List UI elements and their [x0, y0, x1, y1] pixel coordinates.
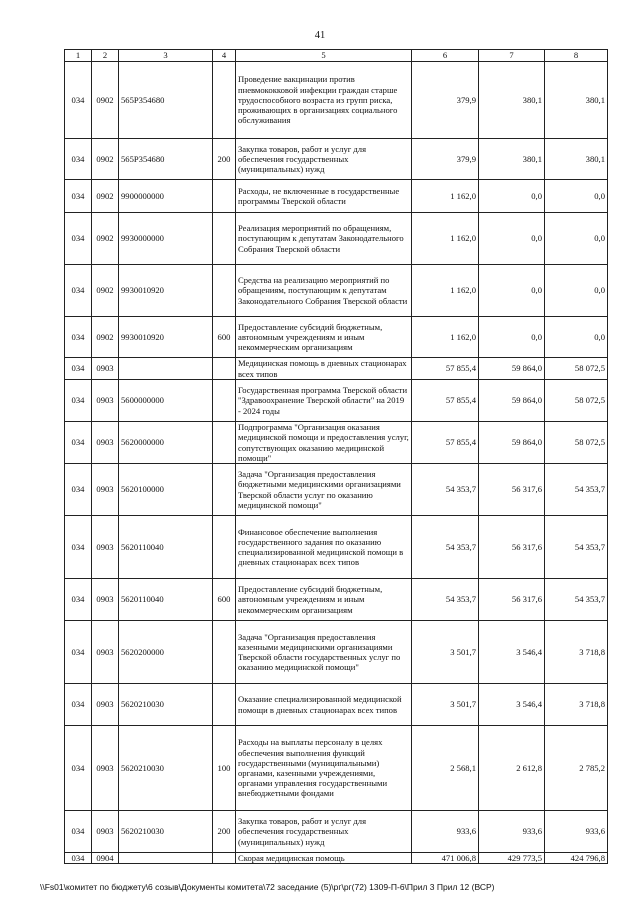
table-cell-c4	[213, 684, 236, 726]
table-cell-c5: Реализация мероприятий по обращениям, поступающим к депутатам Законодательного Собрания Тверской области	[236, 213, 412, 265]
table-cell-c7: 59 864,0	[479, 422, 545, 464]
table-cell-c1: 034	[65, 380, 92, 422]
table-cell-c1: 034	[65, 684, 92, 726]
header-row	[65, 50, 608, 62]
table-row	[65, 621, 608, 684]
table-cell-c6: 379,9	[412, 139, 479, 180]
table-cell-c4: 600	[213, 579, 236, 621]
table-cell-c3: 5620210030	[119, 726, 213, 811]
table-cell-c5: Предоставление субсидий бюджетным, автономным учреждениям и иным некоммерческим организациям	[236, 317, 412, 358]
table-cell-c1: 034	[65, 213, 92, 265]
table-cell-c6: 54 353,7	[412, 516, 479, 579]
table-row	[65, 811, 608, 853]
table-cell-c4	[213, 464, 236, 516]
table-cell-c5: Закупка товаров, работ и услуг для обеспечения государственных (муниципальных) нужд	[236, 139, 412, 180]
table-cell-c7: 380,1	[479, 62, 545, 139]
table-cell-c6: 1 162,0	[412, 180, 479, 213]
table-cell-c8: 54 353,7	[545, 579, 608, 621]
table-cell-c5: Расходы, не включенные в государственные программы Тверской области	[236, 180, 412, 213]
table-cell-c7: 0,0	[479, 317, 545, 358]
table-cell-c2: 0903	[92, 358, 119, 380]
table-cell-c8: 3 718,8	[545, 621, 608, 684]
table-cell-c6: 57 855,4	[412, 358, 479, 380]
table-cell-c2: 0903	[92, 464, 119, 516]
table-cell-c8: 54 353,7	[545, 516, 608, 579]
table-cell-c5: Проведение вакцинации против пневмококковой инфекции граждан старше трудоспособного возраста из групп риска, проживающих в организациях социального обслуживания	[236, 62, 412, 139]
table-cell-c4	[213, 265, 236, 317]
table-cell-c2: 0903	[92, 422, 119, 464]
table-cell-c6: 933,6	[412, 811, 479, 853]
table-cell-c5: Предоставление субсидий бюджетным, автономным учреждениям и иным некоммерческим организациям	[236, 579, 412, 621]
table-row	[65, 422, 608, 464]
table-cell-c2: 0904	[92, 853, 119, 864]
table-cell-c3: 5620110040	[119, 516, 213, 579]
table-cell-c7: 59 864,0	[479, 358, 545, 380]
table-cell-c6: 1 162,0	[412, 213, 479, 265]
table-cell-c7: 3 546,4	[479, 684, 545, 726]
table-cell-c1: 034	[65, 139, 92, 180]
column-header: 7	[479, 50, 545, 62]
table-cell-c4: 600	[213, 317, 236, 358]
table-row	[65, 380, 608, 422]
table-cell-c3: 5600000000	[119, 380, 213, 422]
table-cell-c6: 1 162,0	[412, 265, 479, 317]
table-cell-c2: 0903	[92, 811, 119, 853]
table-cell-c6: 1 162,0	[412, 317, 479, 358]
table-cell-c4	[213, 516, 236, 579]
table-row	[65, 180, 608, 213]
table-cell-c8: 424 796,8	[545, 853, 608, 864]
table-row	[65, 358, 608, 380]
table-cell-c8: 0,0	[545, 317, 608, 358]
table-cell-c2: 0903	[92, 684, 119, 726]
table-row	[65, 213, 608, 265]
table-cell-c8: 0,0	[545, 213, 608, 265]
table-body	[65, 62, 608, 864]
table-cell-c4	[213, 853, 236, 864]
table-cell-c1: 034	[65, 317, 92, 358]
table-cell-c1: 034	[65, 853, 92, 864]
table-cell-c4	[213, 380, 236, 422]
table-cell-c2: 0902	[92, 62, 119, 139]
column-header: 3	[119, 50, 213, 62]
table-cell-c4: 200	[213, 139, 236, 180]
column-header: 6	[412, 50, 479, 62]
table-cell-c4	[213, 213, 236, 265]
budget-table	[64, 49, 608, 864]
table-cell-c6: 471 006,8	[412, 853, 479, 864]
table-cell-c1: 034	[65, 579, 92, 621]
table-row	[65, 139, 608, 180]
table-cell-c4	[213, 180, 236, 213]
table-cell-c7: 56 317,6	[479, 516, 545, 579]
table-cell-c3: 5620210030	[119, 811, 213, 853]
table-cell-c8: 54 353,7	[545, 464, 608, 516]
table-row	[65, 684, 608, 726]
table-cell-c5: Средства на реализацию мероприятий по обращениям, поступающим к депутатам Законодательного Собрания Тверской области	[236, 265, 412, 317]
table-cell-c3: 5620110040	[119, 579, 213, 621]
table-cell-c3: 5620100000	[119, 464, 213, 516]
column-header: 1	[65, 50, 92, 62]
table-cell-c7: 0,0	[479, 180, 545, 213]
table-cell-c3	[119, 358, 213, 380]
column-header: 5	[236, 50, 412, 62]
table-cell-c8: 3 718,8	[545, 684, 608, 726]
table-cell-c1: 034	[65, 621, 92, 684]
table-cell-c5: Закупка товаров, работ и услуг для обеспечения государственных (муниципальных) нужд	[236, 811, 412, 853]
table-cell-c5: Подпрограмма "Организация оказания медицинской помощи и предоставления услуг, сопутствующих оказанию медицинской помощи"	[236, 422, 412, 464]
table-cell-c7: 933,6	[479, 811, 545, 853]
page-number: 41	[314, 30, 326, 41]
table-cell-c8: 0,0	[545, 265, 608, 317]
table-cell-c7: 0,0	[479, 265, 545, 317]
table-cell-c1: 034	[65, 180, 92, 213]
footer-file-path: \\Fs01\комитет по бюджету\6 созыв\Документы комитета\72 заседание (5)\рг\рг(72) 1309-П-6\Прил 3 Прил 12 (ВСР)	[40, 882, 495, 892]
table-cell-c4	[213, 422, 236, 464]
table-cell-c6: 57 855,4	[412, 380, 479, 422]
table-cell-c1: 034	[65, 358, 92, 380]
table-cell-c2: 0903	[92, 579, 119, 621]
table-cell-c5: Скорая медицинская помощь	[236, 853, 412, 864]
table-cell-c1: 034	[65, 811, 92, 853]
table-cell-c7: 380,1	[479, 139, 545, 180]
table-cell-c5: Финансовое обеспечение выполнения государственного задания по оказанию специализированной медицинской помощи в дневных стационарах всех типов	[236, 516, 412, 579]
column-header: 2	[92, 50, 119, 62]
table-cell-c5: Оказание специализированной медицинской помощи в дневных стационарах всех типов	[236, 684, 412, 726]
table-row	[65, 464, 608, 516]
table-cell-c3: 9900000000	[119, 180, 213, 213]
table-cell-c5: Задача "Организация предоставления бюджетными медицинскими организациями Тверской области услуг по оказанию медицинской помощи"	[236, 464, 412, 516]
table-cell-c7: 2 612,8	[479, 726, 545, 811]
table-cell-c1: 034	[65, 62, 92, 139]
table-row	[65, 516, 608, 579]
table-cell-c6: 3 501,7	[412, 621, 479, 684]
table-cell-c3: 5620210030	[119, 684, 213, 726]
table-cell-c3: 9930010920	[119, 265, 213, 317]
table-cell-c1: 034	[65, 265, 92, 317]
table-cell-c2: 0903	[92, 380, 119, 422]
table-cell-c4	[213, 621, 236, 684]
table-cell-c5: Государственная программа Тверской области "Здравоохранение Тверской области" на 2019 - 2024 годы	[236, 380, 412, 422]
table-cell-c5: Медицинская помощь в дневных стационарах всех типов	[236, 358, 412, 380]
table-cell-c4	[213, 62, 236, 139]
table-cell-c6: 379,9	[412, 62, 479, 139]
table-cell-c2: 0903	[92, 516, 119, 579]
table-row	[65, 579, 608, 621]
table-row	[65, 853, 608, 864]
table-cell-c3: 5620000000	[119, 422, 213, 464]
column-header: 4	[213, 50, 236, 62]
table-cell-c6: 54 353,7	[412, 579, 479, 621]
table-cell-c2: 0902	[92, 265, 119, 317]
table-cell-c2: 0903	[92, 621, 119, 684]
table-cell-c3: 5620200000	[119, 621, 213, 684]
table-cell-c2: 0902	[92, 139, 119, 180]
table-row	[65, 317, 608, 358]
table-cell-c7: 59 864,0	[479, 380, 545, 422]
table-cell-c2: 0903	[92, 726, 119, 811]
table-cell-c3: 565Р354680	[119, 139, 213, 180]
table-cell-c2: 0902	[92, 213, 119, 265]
table-cell-c3: 9930000000	[119, 213, 213, 265]
table-cell-c7: 429 773,5	[479, 853, 545, 864]
table-cell-c1: 034	[65, 726, 92, 811]
table-cell-c1: 034	[65, 422, 92, 464]
table-cell-c6: 54 353,7	[412, 464, 479, 516]
table-cell-c7: 3 546,4	[479, 621, 545, 684]
table-cell-c8: 58 072,5	[545, 422, 608, 464]
table-cell-c8: 0,0	[545, 180, 608, 213]
table-cell-c5: Расходы на выплаты персоналу в целях обеспечения выполнения функций государственными (муниципальными) органами, казенными учреждениями, органами управления государственными внебюджетными фондами	[236, 726, 412, 811]
table-cell-c3: 9930010920	[119, 317, 213, 358]
table-row	[65, 62, 608, 139]
table-cell-c8: 380,1	[545, 139, 608, 180]
table-cell-c7: 56 317,6	[479, 579, 545, 621]
table-cell-c2: 0902	[92, 317, 119, 358]
table-cell-c8: 933,6	[545, 811, 608, 853]
table-cell-c4: 200	[213, 811, 236, 853]
table-cell-c8: 58 072,5	[545, 380, 608, 422]
table-cell-c6: 57 855,4	[412, 422, 479, 464]
table-cell-c4	[213, 358, 236, 380]
column-header: 8	[545, 50, 608, 62]
table-cell-c3: 565Р354680	[119, 62, 213, 139]
table-cell-c1: 034	[65, 464, 92, 516]
table-row	[65, 726, 608, 811]
table-cell-c2: 0902	[92, 180, 119, 213]
table-cell-c7: 0,0	[479, 213, 545, 265]
table-row	[65, 265, 608, 317]
table-cell-c8: 2 785,2	[545, 726, 608, 811]
table-cell-c5: Задача "Организация предоставления казенными медицинскими организациями Тверской области государственных услуг по оказанию медицинской помощи"	[236, 621, 412, 684]
table-cell-c3	[119, 853, 213, 864]
table-cell-c1: 034	[65, 516, 92, 579]
table-cell-c8: 58 072,5	[545, 358, 608, 380]
table-cell-c7: 56 317,6	[479, 464, 545, 516]
table-cell-c8: 380,1	[545, 62, 608, 139]
table-cell-c4: 100	[213, 726, 236, 811]
table-cell-c6: 2 568,1	[412, 726, 479, 811]
table-cell-c6: 3 501,7	[412, 684, 479, 726]
